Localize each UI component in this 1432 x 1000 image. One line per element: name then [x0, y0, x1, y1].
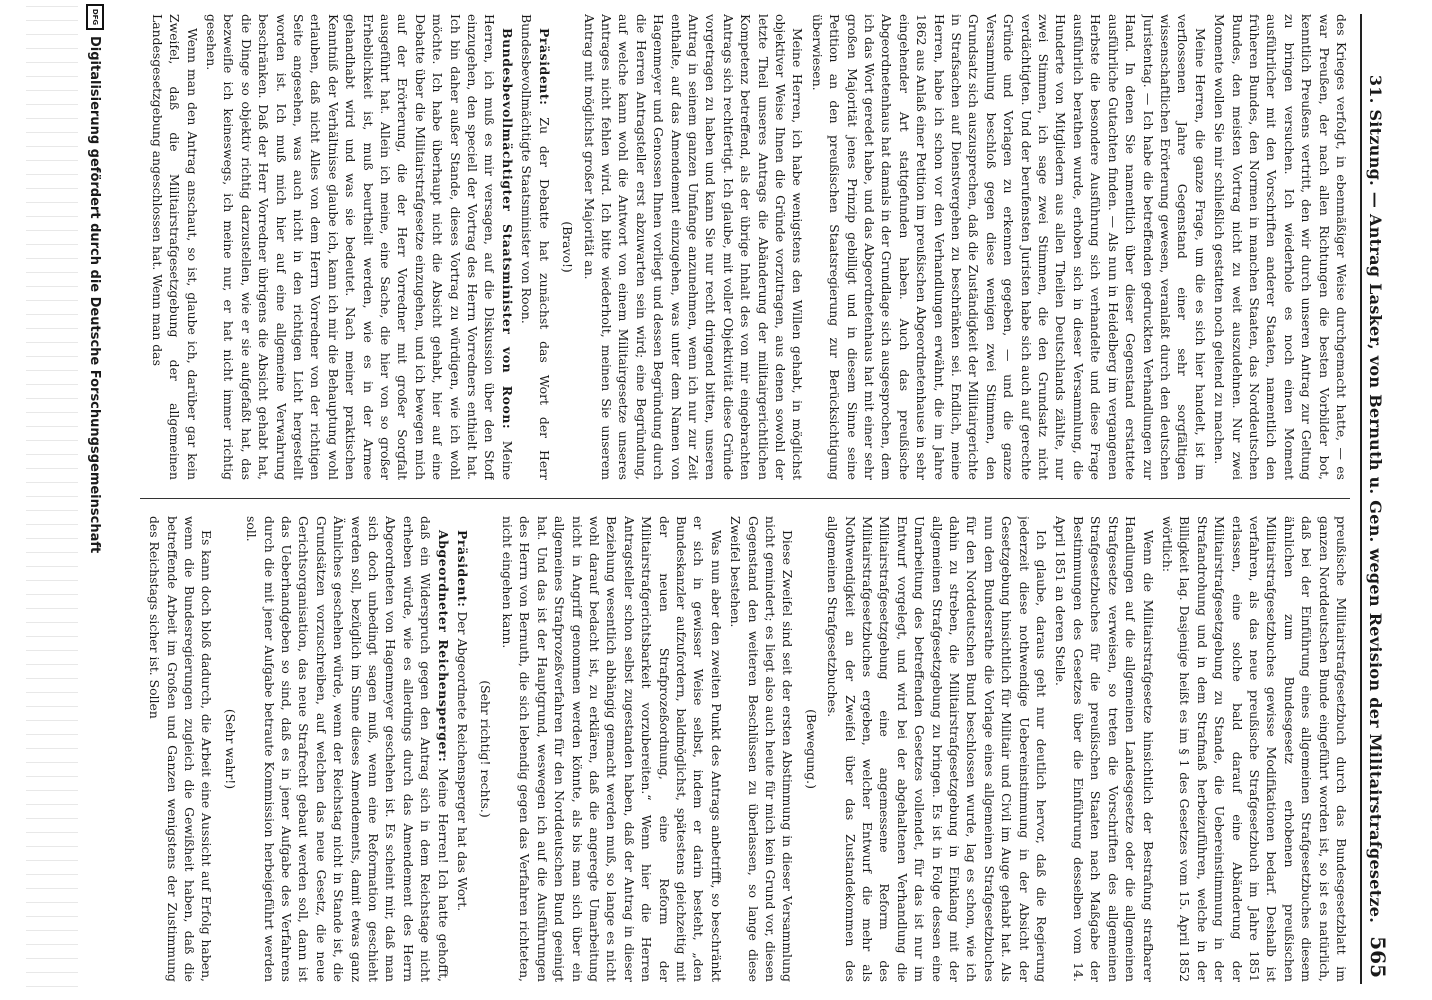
page-footer: [80, 0, 110, 1000]
speech-paragraph: [454, 516, 471, 982]
speech-text: Der Abgeordnete Reichensperger hat das Wort.: [455, 607, 471, 912]
paragraph: preußische Militairstrafgesetzbuch durch das Bundesgesetzblatt im ganzen Norddeutschen Bunde eingeführt worden ist, so ist es natürlich, daß bei der Einführung eines allgemeinen Strafgesetzbuches diesem ähnlichen zum Bundesgesetz erhobenen preußischen Militairstrafgesetzbuches gewisse Modifikationen bedarf. Deshalb ist verfahren, als das neue preußische Strafgesetzbuch im Jahre 1851 erlassen, eine solche bald darauf eine Abänderung der Militairstrafgesetzgebung zu Stande, die Uebereinstimmung in der Strafandrohung und in dem Strafmaß herbeizuführen, welche in der Billigkeit lag. Dasjenige heißt es im § 1 des Gesetzes vom 15. April 1852 wörtlich:: [1159, 516, 1349, 982]
paragraph: Was nun aber den zweiten Punkt des Antrags anbetrifft, so beschränkt er sich in gewisser Weise selbst, indem er darin besteht, „den Bundeskanzler aufzufordern, baldmöglichst, spätestens gleichzeitig mit der neuen Strafprozeßordnung, eine Reform der Militairstrafgerichtsbarkeit vorzubereiten.“ Wenn hier die Herren Antragsteller schon selbst zugestanden haben, daß der Antrag in dieser Beziehung wesentlich abhängig gemacht werden muß, so lange es nicht wohl darauf bedacht ist, zu erklären, daß die angeregte Umarbeitung nicht in Angriff genommen werden könnte, als bis man sich über ein allgemeines Strafprozeßverfahren für den Norddeutschen Bund geeinigt hat. Und das ist der Hauptgrund, weswegen ich auf die Ausführungen des Herrn von Bernuth, die sich lebendig gegen das Verfahren richteten, nicht eingehen kann.: [499, 516, 724, 982]
paragraph: des Krieges verfolgt, in ebenmäßiger Weise durchgemacht hatte, — es war Preußen, der nach allen Richtungen die besten Vorbilder bot, kenntlich Preußens vertritt, den wir durch unseren Antrag zur Geltung zu bringen versuchen. Ich wiederhole es noch einen Moment ausführlicher mit den Vorschriften anderer Staaten, namentlich den früheren Bundes, den Normen in manchen Staaten, das Norddeutschen Bundes, den meisten Vortrag nicht zu weit auszudehnen. Nur zwei Momente wollen Sie mir schließlich gestatten noch geltend zu machen.: [1212, 14, 1349, 480]
paragraph: Meine Herren, ich habe wenigstens den Willen gehabt, in möglichst objektiver Weise Ihnen die Gründe vorzutragen, aus denen sowohl der letzte Theil unseres Antrags die Abänderung der militairgerichtlichen Kompetenz betreffend, als der übrige Inhalt des von mir eingebrachten Antrags sich rechtfertigt. Ich glaube, mit voller Objektivität diese Gründe vorgetragen zu haben und kann Sie nur recht dringend bitten, unseren Antrag in seinem ganzen Umfange anzunehmen, wenn ich nur zur Zeit enthalte, auf das Amendement einzugehen, was unter dem Namen von Hagenmeyer und Genossen Ihnen vorliegt und dessen Begründung durch die Herren Antragsteller erst abzuwarten sein wird; eine Begründung, auf welche kann wohl die Antwort von einem Militairgesetze unseres Antrages nicht fehlen wird. Ich bitte wiederholt, meinen Sie unserem Antrag mit möglichst großer Majorität an.: [581, 14, 806, 480]
speech-paragraph: [518, 14, 553, 480]
interjection: (Sehr wahr!): [222, 708, 238, 790]
scan-edge: [26, 0, 78, 1000]
page-header: [1360, 14, 1402, 984]
speech-text: Meine Herren! Ich hatte gehofft, daß ein Widerspruch gegen den Antrag sich in dem Reichstage nicht erheben würde, wie es allerdings durch das Amendement des Herrn Abgeordneten von Hagenmeyer geschehen ist. Es scheint mir, daß man sich doch unbedingt sagen muß, wenn eine Reformation geschieht werden soll, bezüglich im Sinne dieses Amendements, damit etwas ganz Ähnliches geschehen würde, wenn der Reichstag nicht in Stande ist, die Grundsätzen vorzuschreiben, auf welchen das neue Gesetz, die neue Gerichtsorganisation, das neue Strafrecht gebaut werden soll, dann ist das Ueberhandgeben so sind, daß es in jener Aufgabe des Verfahrens durch die mit jener Aufgabe betraute Kommission herbeigeführt werden soll.: [244, 516, 451, 982]
speech-text: Zu der Debatte hat zunächst das Wort der Herr Bundesbevollmächtigte Staatsminister von Roon.: [519, 14, 552, 480]
scanned-page: [26, 0, 1406, 1000]
paragraph: Wenn die Militairstrafgesetze hinsichtlich der Bestrafung strafbarer Handlungen auf die allgemeinen Landesgesetze oder die allgemeinen Strafgesetze verweisen, so treten die Vorschriften des allgemeinen Strafgesetzbuches für die preußischen Staaten nach Maßgabe der Bestimmungen des Gesetzes über die Einführung desselben vom 14. April 1851 an deren Stelle.: [1053, 516, 1156, 982]
speaker-name: Bundesbevollmächtigter Staatsminister von Roon:: [499, 28, 515, 430]
digitization-note: Digitalisierung gefördert durch die Deutsche Forschungsgemeinschaft: [87, 36, 103, 554]
paragraph: Es kann doch bloß dadurch, die Arbeit eine Aussicht auf Erfolg haben, wenn die Bundesregierungen zugleich die Gewißheit haben, daß die betreffende Arbeit im Großen und Ganzen wenigstens der Zustimmung des Reichstags sicher ist. Sollen: [147, 516, 215, 982]
paragraph: Diese Zweifel sind seit der ersten Abstimmung in dieser Versammlung nicht gemindert; es liegt also auch heute für mich kein Grund vor, diesen Gegenstand den weiteren Beschlüssen zu überlassen, so lange diese Zweifel bestehen.: [728, 516, 796, 982]
speech-paragraph: [203, 14, 516, 480]
column-divider: [140, 498, 1350, 499]
interjection: (Sehr richtig! rechts.): [478, 680, 494, 818]
dfg-logo-icon: DFG: [86, 4, 104, 30]
paragraph: Meine Herren, die ganze Frage, um die es sich hier handelt, ist im verflossenen Jahre Gegenstand einer sehr sorgfältigen wissenschaftlichen Erörterung gewesen, veranlaßt durch den deutschen Juristentag. — Ich habe die betreffenden gedruckten Verhandlungen zur Hand. In denen Sie namentlich über dieser Gegenstand erstattete ausführliche Gutachten finden. — Als nun in Heidelberg im vergangenen Herbste die besondere Ausführung sich verhandelte und diese Frage ausführlich berathen wurde, erhoben sich in dieser Versammlung, die Hunderte von Mitgliedern aus allen Theilen Deutschlands zählte, nur zwei Stimmen, ich sage zwei Stimmen, die den Grundsatz nicht verdächtigten. Und der berufensten Juristen habe sich auch auf gerechte Gründe und Vorlagen zu erkennen gegeben, — und die ganze Versammlung beschloß gegen diese wenigen zwei Stimmen, den Grundsatz sich auszusprechen, daß die Zuständigkeit der Militairgerichte in Strafsachen auf Dienstvergehen zu beschränken sei. Endlich, meine Herren, habe ich schon vor den Verhandlungen erwähnt, die im Jahre 1862 aus Anlaß einer Petition im preußischen Abgeordnetenhause in sehr eingehender Art stattgefunden haben. Auch das preußische Abgeordnetenhaus hat damals in der Grundlage sich ausgesprochen, dem ich das Wort geredet habe, und das Abgeordnetenhaus hat mit einer sehr großen Majorität jenes Prinzip gebilligt und in diesem Sinne seine Petition an den preußischen Staatsregierung zur Berücksichtigung überwiesen.: [809, 14, 1208, 480]
speaker-name: Präsident:: [536, 28, 552, 106]
text-column-right: [130, 516, 1350, 982]
interjection: (Bewegung.): [803, 709, 819, 789]
running-head: 31. Sitzung. — Antrag Lasker, von Bernuth u. Gen. wegen Revision der Militairstrafgesetze.: [1366, 74, 1385, 924]
speech-text: Meine Herren, ich muß es mir versagen, auf die Diskussion über den Stoff einzugehen, den speciell der Vortrag des Herrn Vorredners enthielt hat. Ich bin daher außer Stande, dieses Vortrag zu würdigen, wie ich wohl möchte. Ich habe überhaupt nicht die Absicht gehabt, hier auf eine Debatte über die Militairstrafgesetze einzugehen, und ich bewegen mich auf der Erörterung, die der Herr Vorredner mit großer Sorgfalt ausgeführt hat. Allein ich meine, eine Sache, die hier von so großer Erheblichkeit ist, muß beurtheilt werden, wie es in der Armee gehandhabt wird und was sie bedeutet. Nach meiner praktischen Kenntniß der Verhältnisse glaube ich, kann ich mir die Behauptung wohl erlauben, daß nicht Alles von dem Herrn Vorredner von der richtigen Seite angesehen, was auch nicht in den richtigen Licht hergestellt worden ist. Ich muß mich hier auf eine allgemeine Verwahrung beschränken. Daß der Herr Vorredner übrigens die Absicht gehabt hat, die Dinge so objektiv richtig darzustellen, wie er sie aufgefaßt hat, das bezweifle ich keineswegs, ich meine nur, er hat nicht immer richtig gesehen.: [204, 14, 515, 480]
page-number: 565: [1366, 936, 1390, 978]
speaker-name: Abgeordneter Reichensperger:: [435, 530, 451, 763]
speech-paragraph: [243, 516, 452, 982]
paragraph: Wenn man den Antrag anschaut, so ist, glaube ich, darüber gar kein Zweifel, daß die Militairstrafgesetzgebung der allgemeinen Landesgesetzgebung angeschlossen hat. Wenn man das: [149, 14, 200, 480]
interjection: (Bravo!): [560, 221, 576, 273]
speaker-name: Präsident:: [455, 530, 471, 608]
text-column-left: [130, 14, 1350, 480]
paragraph: Ich glaube, daraus geht nur deutlich hervor, daß die Regierung jederzeit diese nothwendige Uebereinstimmung in der Absicht der Gesetzgebung hinsichtlich für Militair und Civil im Auge gehabt hat. Als nun dem Bundesrathe die Vorlage eines allgemeinen Strafgesetzbuches für den Norddeutschen Bund beschlossen wurde, lag es schon, wie ich dahin zu streben, die Militairstrafgesetzgebung in Einklang mit der allgemeinen Strafgesetzgebung zu bringen. Es ist in Folge dessen eine Umarbeitung des betreffenden Gesetzes vollendet, für das ist nur im Entwurf vorgelegt, und wird bei der abgehaltenen Verhandlung die Militairstrafgesetzgebung eine angemessene Reform des Militairstrafgesetzbuches ergeben, welcher Entwurf die mehr als Nothwendigkeit an der Zweifel über das Zustandekommen des allgemeinen Strafgesetzbuches.: [825, 516, 1050, 982]
